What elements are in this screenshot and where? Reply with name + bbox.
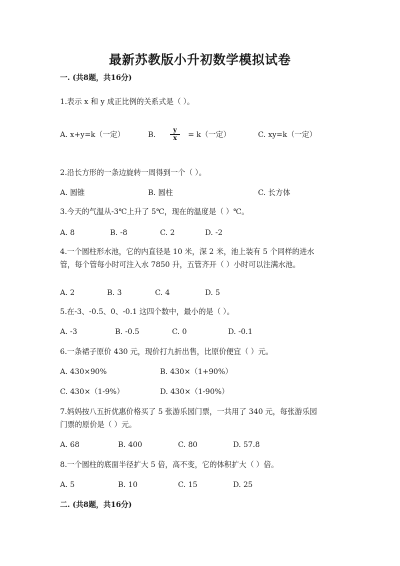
question-4-option-d: D. 5 (205, 288, 221, 297)
question-5-option-b: B. -0.5 (115, 327, 140, 336)
question-7-stem-line-2: 门票的原价是（ ）元。 (60, 420, 137, 429)
question-3-option-b: B. -8 (110, 228, 128, 237)
question-1-option-a: A. x+y=k（一定） (60, 130, 125, 139)
question-6-stem: 6.一条裙子原价 430 元，现价打九折出售，比原价便宜（ ）元。 (60, 347, 273, 356)
question-1-option-b: B. (148, 130, 156, 139)
question-2-option-b: B. 圆柱 (148, 188, 173, 197)
question-5-option-c: C. 0 (172, 327, 187, 336)
question-6-option-c: C. 430×（1-9%） (60, 387, 125, 396)
question-8-option-d: D. 25 (233, 480, 253, 489)
question-7-option-d: D. 57.8 (233, 440, 260, 449)
question-4-stem-line-2: 管，每个管每小时可注入水 7850 升，五管齐开（ ）小时可以注满水池。 (60, 260, 301, 269)
question-8-stem: 8.一个圆柱的底面半径扩大 5 倍，高不变，它的体积扩大（ ）倍。 (60, 460, 279, 469)
question-3-option-c: C. 2 (160, 228, 175, 237)
question-5-option-d: D. -0.1 (228, 327, 253, 336)
question-2-stem: 2.沿长方形的一条边旋转一周得到一个（ ）。 (60, 168, 207, 177)
question-5-option-a: A. -3 (60, 327, 78, 336)
question-6-option-b: B. 430×（1+90%） (160, 367, 233, 376)
question-7-option-a: A. 68 (60, 440, 80, 449)
question-4-option-a: A. 2 (60, 288, 75, 297)
question-4-stem-line-1: 4.一个圆柱形水池，它的内直径是 10 米，深 2 米，池上装有 5 个同样的进水 (60, 247, 315, 256)
section-2-heading: 二. (共8题，共16分) (60, 500, 132, 509)
question-8-option-a: A. 5 (60, 480, 75, 489)
question-3-option-d: D. -2 (205, 228, 223, 237)
question-1-option-b-rest: = k（一定） (188, 130, 231, 139)
question-4-option-c: C. 4 (155, 288, 170, 297)
question-3-option-a: A. 8 (60, 228, 75, 237)
question-3-stem: 3.今天的气温从-3℃上升了 5℃，现在的温度是（ ）℃。 (60, 207, 249, 216)
page-title: 最新苏教版小升初数学模拟试卷 (108, 52, 291, 67)
question-1-option-c: C. xy=k（一定） (258, 130, 317, 139)
section-1-heading: 一. (共8题，共16分) (60, 73, 132, 82)
fraction-numerator: y (170, 127, 180, 135)
question-8-option-b: B. 10 (118, 480, 138, 489)
question-5-stem: 5.在-3、-0.5、0、-0.1 这四个数中，最小的是（ ）。 (60, 307, 235, 316)
question-1-stem: 1.表示 x 和 y 成正比例的关系式是（ ）。 (60, 97, 195, 106)
question-2-option-c: C. 长方体 (258, 188, 291, 197)
question-2-option-a: A. 圆锥 (60, 188, 85, 197)
fraction-denominator: x (173, 134, 177, 143)
question-7-option-c: C. 80 (178, 440, 198, 449)
question-6-option-d: D. 430×（1-90%） (160, 387, 230, 396)
question-8-option-c: C. 15 (178, 480, 198, 489)
question-1-fraction (170, 127, 180, 142)
question-7-stem-line-1: 7.妈妈按八五折优惠价格买了 5 张游乐园门票，一共用了 340 元，每张游乐园 (60, 407, 317, 416)
question-6-option-a: A. 430×90% (60, 367, 107, 376)
question-4-option-b: B. 3 (107, 288, 122, 297)
question-7-option-b: B. 400 (118, 440, 143, 449)
